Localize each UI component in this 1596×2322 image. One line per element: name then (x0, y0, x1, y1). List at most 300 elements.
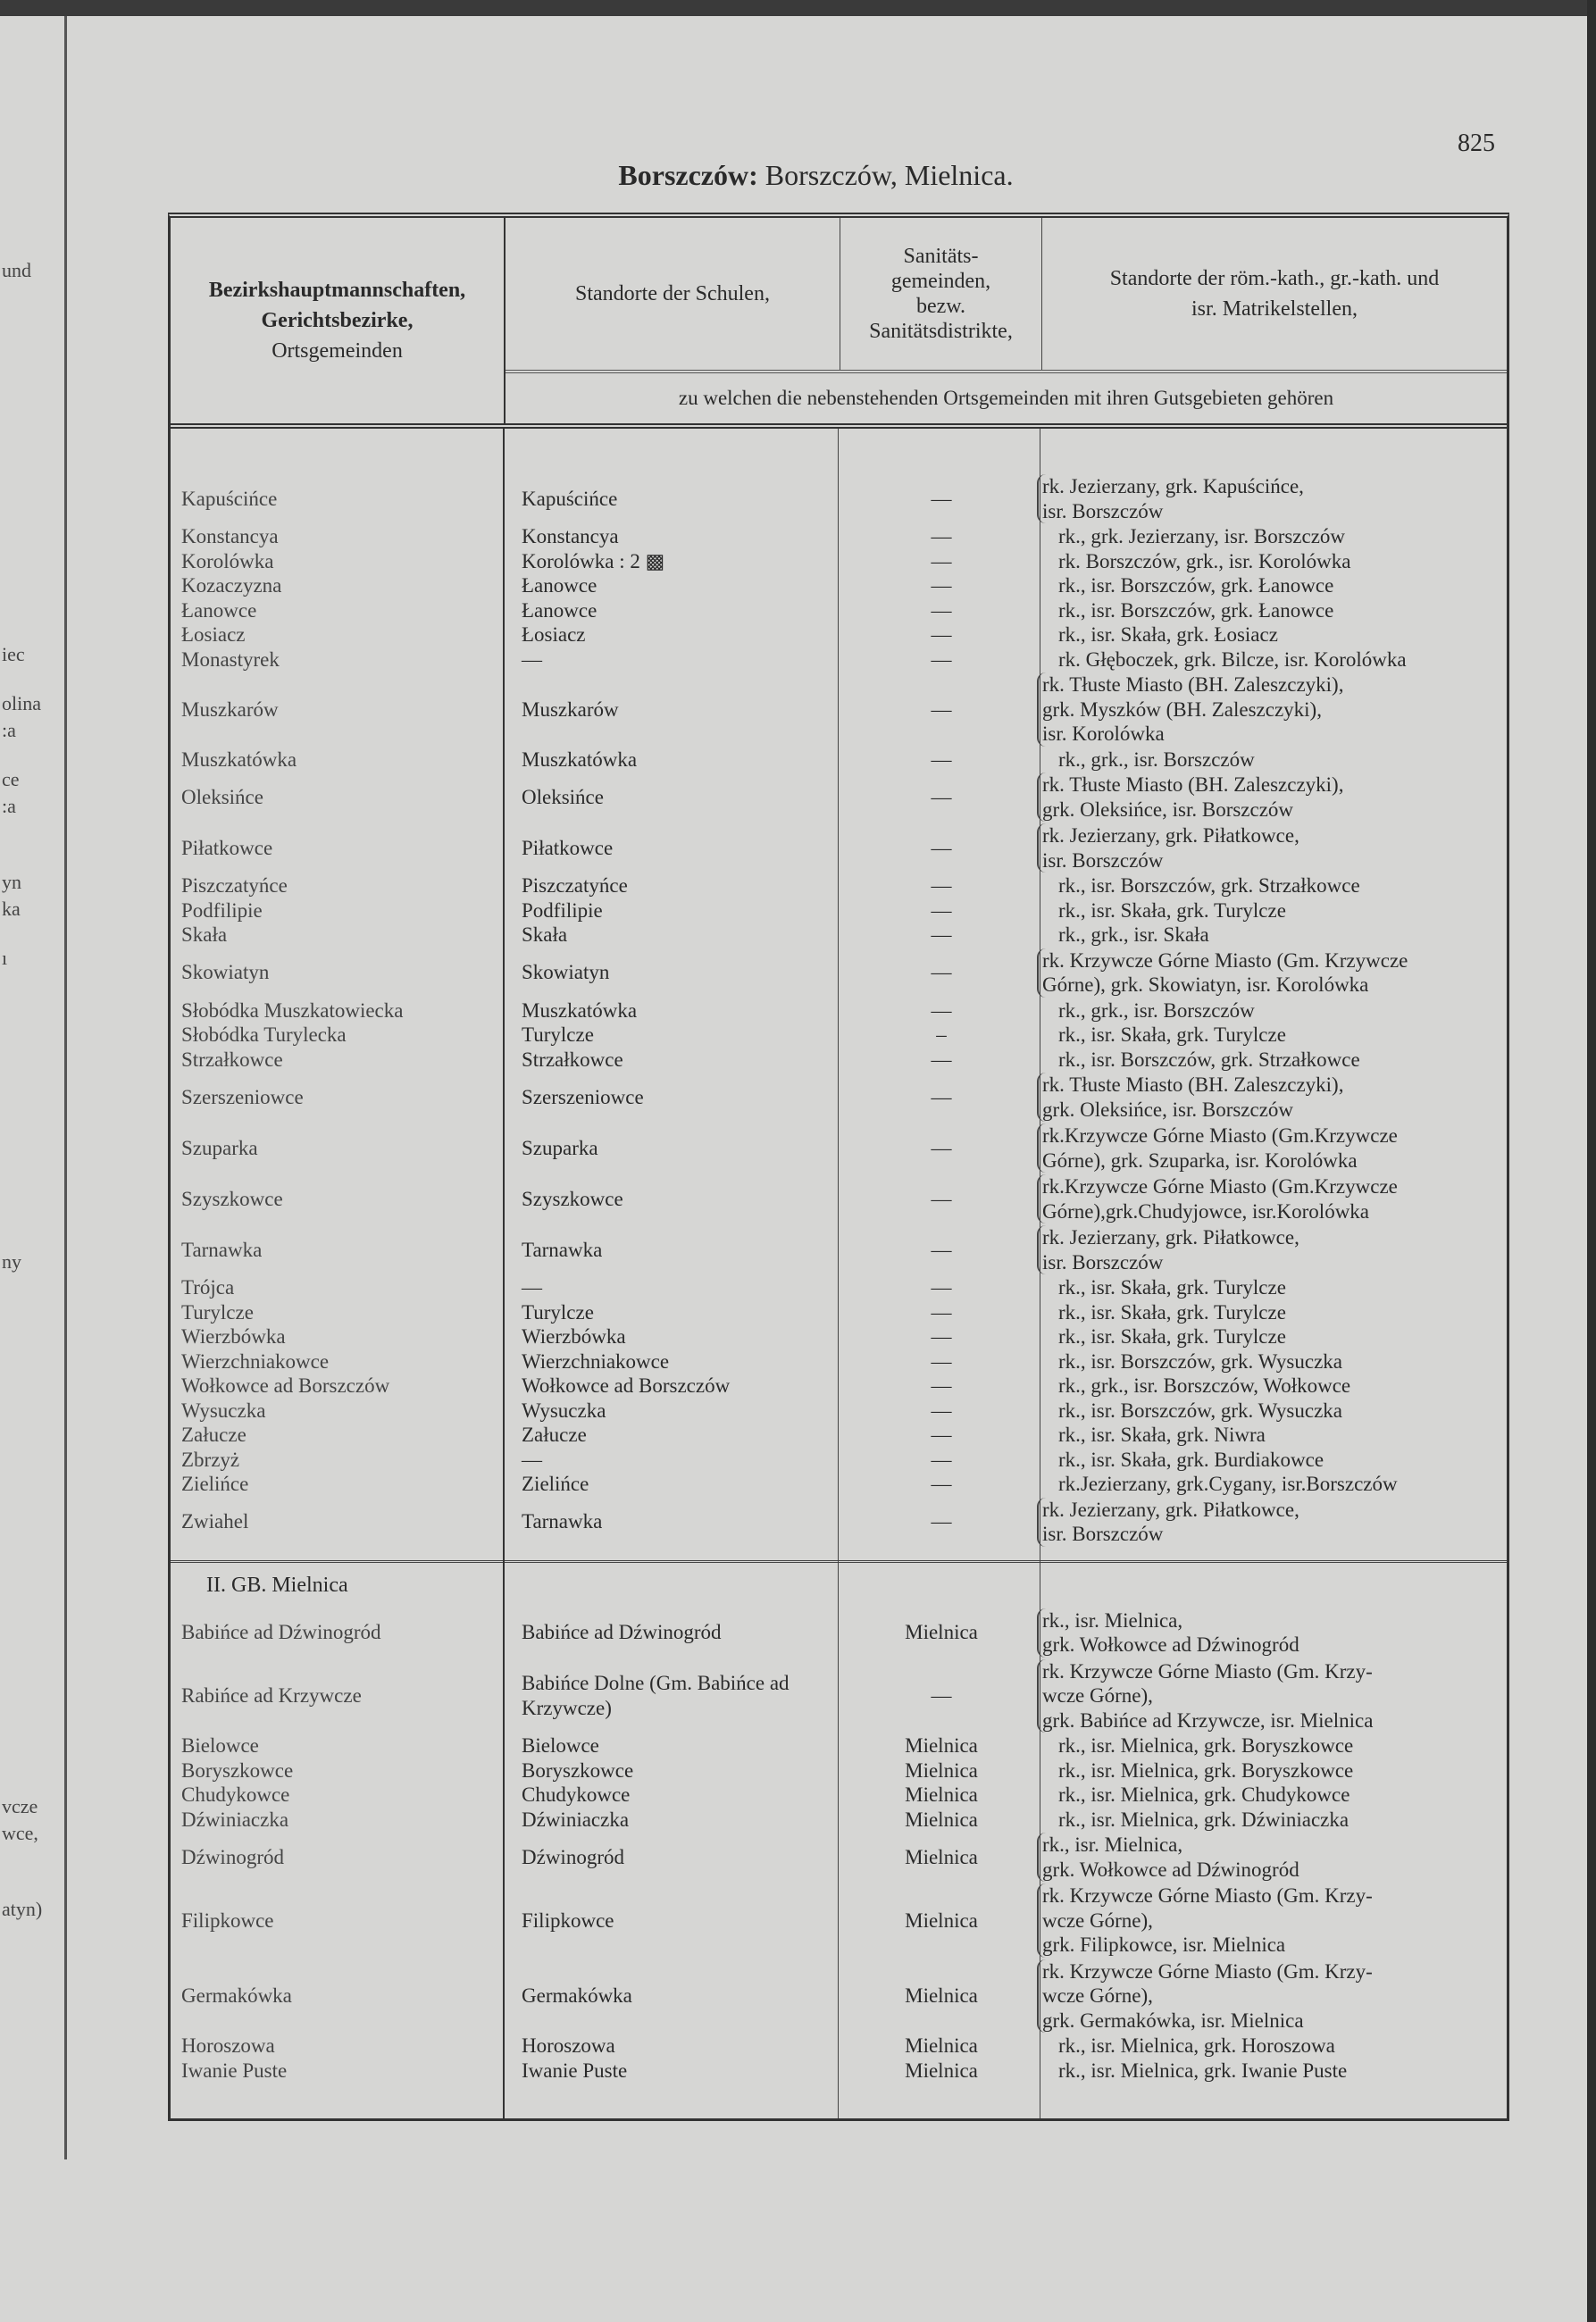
table-row (171, 823, 1507, 873)
cell-sanitaetsgemeinde: Mielnica (905, 1808, 978, 1831)
cell-ortsgemeinde: Strzałkowce (181, 1048, 283, 1071)
header-line: Bezirkshauptmannschaften, (208, 279, 466, 302)
cell-matrikelstellen (1042, 1423, 1507, 1448)
table-row (171, 1324, 1507, 1349)
table-row (171, 748, 1507, 773)
cell-schule: Konstancya (522, 525, 619, 547)
cell-schule: Tarnawka (522, 1238, 603, 1261)
cell-matrikelstellen (1042, 1733, 1507, 1758)
header-line: Sanitätsdistrikte, (869, 320, 1013, 343)
cell-matrikelstellen (1042, 549, 1507, 574)
cell-matrikelstellen (1037, 948, 1507, 998)
cell-ortsgemeinde: Trójca (181, 1276, 235, 1299)
matrikel-line: rk., grk., isr. Borszczów (1058, 998, 1255, 1022)
cell-schule: Szerszeniowce (522, 1085, 644, 1108)
table-row (171, 598, 1507, 623)
cell-matrikelstellen (1042, 1448, 1507, 1473)
cell-sanitaetsgemeinde: — (931, 487, 952, 510)
cell-sanitaetsgemeinde: — (931, 1684, 952, 1707)
table-row (171, 2034, 1507, 2059)
previous-page-fragment: ka (2, 898, 21, 920)
cell-matrikelstellen (1042, 998, 1507, 1023)
header-col-schulen: Standorte der Schulen, (506, 218, 840, 370)
cell-sanitaetsgemeinde: — (931, 1510, 952, 1533)
previous-page-fragment: :a (2, 795, 16, 817)
table-row (171, 923, 1507, 948)
cell-matrikelstellen (1042, 748, 1507, 773)
cell-schule: Korolówka : 2 ▩ (522, 549, 665, 572)
cell-ortsgemeinde: Piszczatyńce (181, 874, 288, 897)
title-district: Borszczów: (618, 159, 758, 191)
cell-matrikelstellen (1037, 474, 1507, 523)
cell-sanitaetsgemeinde: — (931, 549, 952, 572)
cell-matrikelstellen (1042, 1349, 1507, 1374)
cell-schule: Łosiacz (522, 623, 586, 646)
cell-schule: — (522, 1276, 542, 1299)
previous-page-margin (0, 16, 67, 2159)
cell-ortsgemeinde: Zielińce (181, 1473, 249, 1495)
previous-page-fragment: olina (2, 692, 41, 714)
cell-sanitaetsgemeinde: — (931, 1473, 952, 1495)
cell-schule: Wierzchniakowce (522, 1349, 670, 1373)
header-col-matrikel (1042, 218, 1507, 370)
cell-ortsgemeinde: Szerszeniowce (181, 1085, 304, 1108)
cell-ortsgemeinde: Szuparka (181, 1136, 258, 1159)
header-line: Sanitäts- (903, 245, 979, 268)
table-row (171, 1733, 1507, 1758)
cell-schule: Iwanie Puste (522, 2059, 628, 2082)
header-line: bezw. (915, 295, 966, 318)
cell-matrikelstellen (1037, 1959, 1507, 2034)
matrikel-line: rk., isr. Borszczów, grk. Wysuczka (1058, 1349, 1342, 1373)
table-row (171, 672, 1507, 748)
previous-page-fragment: atyn) (2, 1898, 43, 1920)
cell-sanitaetsgemeinde: — (931, 1238, 952, 1261)
cell-ortsgemeinde: Słobódka Muszkatowiecka (181, 998, 404, 1022)
cell-matrikelstellen (1042, 1048, 1507, 1073)
table-row (171, 1300, 1507, 1325)
scan-top-edge (0, 0, 1596, 16)
matrikel-line: rk., isr. Skała, grk. Turylcze (1058, 898, 1286, 922)
cell-sanitaetsgemeinde: Mielnica (905, 1783, 978, 1806)
matrikel-line: isr. Borszczów (1042, 1250, 1164, 1274)
table-row (171, 772, 1507, 823)
previous-page-fragment: yn (2, 871, 21, 893)
matrikel-line: rk. Jezierzany, grk. Kapuścińce, (1042, 475, 1304, 497)
matrikel-line: rk.Krzywcze Górne Miasto (Gm.Krzywcze (1042, 1175, 1398, 1198)
matrikel-line: rk., grk. Jezierzany, isr. Borszczów (1058, 525, 1346, 547)
table-row (171, 573, 1507, 598)
matrikel-line: rk., isr. Skała, grk. Turylcze (1058, 1300, 1286, 1324)
cell-sanitaetsgemeinde: — (931, 1399, 952, 1422)
table-row (171, 1399, 1507, 1424)
table-row (171, 873, 1507, 898)
matrikel-line: rk. Jezierzany, grk. Piłatkowce, (1042, 1226, 1299, 1249)
cell-sanitaetsgemeinde: — (931, 1424, 952, 1446)
cell-ortsgemeinde: Wierzbówka (181, 1325, 286, 1348)
header-line: gemeinden, (890, 270, 991, 293)
previous-page-fragment: vcze (2, 1795, 38, 1817)
cell-schule: Załucze (522, 1424, 587, 1446)
matrikel-line: rk., isr. Mielnica, grk. Iwanie Puste (1058, 2059, 1348, 2082)
cell-matrikelstellen (1037, 1608, 1507, 1658)
cell-sanitaetsgemeinde: — (931, 785, 952, 808)
cell-matrikelstellen (1042, 1300, 1507, 1325)
cell-schule: Szyszkowce (522, 1187, 623, 1210)
cell-ortsgemeinde: Turylcze (181, 1300, 254, 1324)
cell-schule: — (522, 1448, 542, 1471)
matrikel-line: wcze Górne), (1042, 1909, 1153, 1932)
cell-matrikelstellen (1042, 1758, 1507, 1783)
table-row (171, 1374, 1507, 1399)
cell-matrikelstellen (1042, 1399, 1507, 1424)
cell-sanitaetsgemeinde: Mielnica (905, 2059, 978, 2082)
table-body (171, 429, 1507, 2118)
cell-ortsgemeinde: Monastyrek (181, 647, 280, 671)
cell-matrikelstellen (1042, 923, 1507, 948)
cell-schule: Wysuczka (522, 1399, 606, 1422)
matrikel-line: rk., isr. Skała, grk. Turylcze (1058, 1023, 1286, 1046)
cell-schule: Muszkatówka (522, 998, 638, 1022)
cell-sanitaetsgemeinde: — (931, 1048, 952, 1071)
cell-sanitaetsgemeinde: — (931, 1085, 952, 1108)
table-row (171, 998, 1507, 1023)
matrikel-line: rk., isr. Borszczów, grk. Łanowce (1058, 598, 1334, 622)
matrikel-line: rk. Krzywcze Górne Miasto (Gm. Krzy- (1042, 1959, 1373, 1983)
cell-ortsgemeinde: Zwiahel (181, 1510, 249, 1533)
section-heading: II. GB. Mielnica (206, 1573, 348, 1597)
matrikel-line: Górne), grk. Szuparka, isr. Korolówka (1042, 1148, 1358, 1172)
cell-ortsgemeinde: Szyszkowce (181, 1187, 283, 1210)
cell-matrikelstellen (1042, 1023, 1507, 1048)
cell-sanitaetsgemeinde: Mielnica (905, 1909, 978, 1932)
matrikel-line: rk., grk., isr. Borszczów, Wołkowce (1058, 1374, 1351, 1397)
cell-sanitaetsgemeinde: — (931, 874, 952, 897)
table-row (171, 1808, 1507, 1833)
cell-matrikelstellen (1042, 598, 1507, 623)
cell-matrikelstellen (1037, 1659, 1507, 1733)
table-row (171, 1048, 1507, 1073)
cell-matrikelstellen (1042, 1275, 1507, 1300)
cell-sanitaetsgemeinde: Mielnica (905, 1758, 978, 1782)
matrikel-line: grk. Wołkowce ad Dźwinogród (1042, 1858, 1299, 1881)
cell-schule: Horoszowa (522, 2034, 615, 2057)
cell-sanitaetsgemeinde: — (931, 1187, 952, 1210)
cell-matrikelstellen (1042, 1324, 1507, 1349)
cell-ortsgemeinde: Germakówka (181, 1984, 292, 2007)
cell-schule: Podfilipie (522, 898, 603, 922)
cell-ortsgemeinde: Muszkatówka (181, 748, 297, 771)
cell-ortsgemeinde: Tarnawka (181, 1238, 263, 1261)
table-row (171, 1072, 1507, 1123)
cell-matrikelstellen (1037, 1498, 1507, 1547)
cell-sanitaetsgemeinde: Mielnica (905, 1734, 978, 1757)
cell-ortsgemeinde: Chudykowce (181, 1783, 290, 1806)
matrikel-line: rk., isr. Borszczów, grk. Strzałkowce (1058, 1048, 1360, 1071)
cell-schule: Boryszkowce (522, 1758, 634, 1782)
gazetteer-table (168, 213, 1509, 2121)
cell-ortsgemeinde: Wysuczka (181, 1399, 266, 1422)
cell-ortsgemeinde: Łosiacz (181, 623, 246, 646)
title-subdistricts: Borszczów, Mielnica. (757, 159, 1014, 191)
cell-ortsgemeinde: Filipkowce (181, 1909, 274, 1932)
table-row (171, 647, 1507, 672)
matrikel-line: rk.Krzywcze Górne Miasto (Gm.Krzywcze (1042, 1124, 1398, 1147)
header-col-sanitaet (840, 218, 1042, 370)
cell-sanitaetsgemeinde: Mielnica (905, 1845, 978, 1868)
header-line: isr. Matrikelstellen, (1191, 297, 1358, 321)
cell-ortsgemeinde: Wierzchniakowce (181, 1349, 330, 1373)
cell-ortsgemeinde: Skała (181, 923, 228, 946)
cell-sanitaetsgemeinde: — (931, 1374, 952, 1397)
table-row (171, 1497, 1507, 1548)
table-row (171, 549, 1507, 574)
matrikel-line: grk. Filipkowce, isr. Mielnica (1042, 1934, 1286, 1956)
cell-matrikelstellen (1037, 1225, 1507, 1274)
table-row (171, 1883, 1507, 1959)
table-row (171, 1174, 1507, 1224)
cell-matrikelstellen (1037, 773, 1507, 822)
matrikel-line: rk. Krzywcze Górne Miasto (Gm. Krzy- (1042, 1659, 1373, 1683)
table-row (171, 524, 1507, 549)
cell-matrikelstellen (1042, 647, 1507, 672)
matrikel-line: rk., isr. Mielnica, grk. Chudykowce (1058, 1783, 1350, 1806)
table-row (171, 948, 1507, 998)
cell-matrikelstellen (1042, 573, 1507, 598)
cell-schule: Dźwinogród (522, 1845, 624, 1868)
cell-sanitaetsgemeinde: — (931, 574, 952, 597)
matrikel-line: grk. Wołkowce ad Dźwinogród (1042, 1633, 1299, 1656)
cell-ortsgemeinde: Babińce ad Dźwinogród (181, 1621, 381, 1644)
cell-schule: Germakówka (522, 1984, 632, 2007)
cell-schule: Strzałkowce (522, 1048, 623, 1071)
cell-schule: Filipkowce (522, 1909, 614, 1932)
cell-schule: Oleksińce (522, 785, 604, 808)
cell-ortsgemeinde: Kapuścińce (181, 487, 278, 510)
cell-sanitaetsgemeinde: — (931, 898, 952, 922)
cell-sanitaetsgemeinde: — (931, 923, 952, 946)
previous-page-fragment: iec (2, 643, 25, 665)
cell-sanitaetsgemeinde: — (931, 1448, 952, 1471)
header-col-ortsgemeinden (171, 218, 506, 423)
table-row (171, 1608, 1507, 1658)
cell-matrikelstellen (1042, 873, 1507, 898)
cell-matrikelstellen (1042, 622, 1507, 647)
cell-ortsgemeinde: Konstancya (181, 525, 279, 547)
matrikel-line: rk., isr. Mielnica, grk. Boryszkowce (1058, 1758, 1354, 1782)
cell-sanitaetsgemeinde: Mielnica (905, 1984, 978, 2007)
matrikel-line: grk. Oleksińce, isr. Borszczów (1042, 798, 1294, 821)
cell-sanitaetsgemeinde: — (931, 998, 952, 1022)
cell-sanitaetsgemeinde: – (936, 1023, 947, 1046)
matrikel-line: isr. Korolówka (1042, 722, 1165, 745)
previous-page-fragment: ny (2, 1250, 21, 1273)
cell-matrikelstellen (1042, 524, 1507, 549)
cell-schule: Dźwiniaczka (522, 1808, 630, 1831)
cell-matrikelstellen (1037, 823, 1507, 873)
cell-sanitaetsgemeinde: — (931, 598, 952, 622)
table-row (171, 1349, 1507, 1374)
matrikel-line: rk., isr. Borszczów, grk. Łanowce (1058, 574, 1334, 597)
cell-sanitaetsgemeinde: — (931, 525, 952, 547)
table-row (171, 1758, 1507, 1783)
cell-schule: Piszczatyńce (522, 874, 628, 897)
cell-matrikelstellen (1042, 1783, 1507, 1808)
matrikel-line: isr. Borszczów (1042, 848, 1164, 872)
matrikel-line: rk., isr. Mielnica, grk. Boryszkowce (1058, 1734, 1354, 1757)
cell-ortsgemeinde: Piłatkowce (181, 836, 273, 859)
cell-schule: Kapuścińce (522, 487, 618, 510)
matrikel-line: rk., isr. Skała, grk. Turylcze (1058, 1325, 1286, 1348)
table-row (171, 1783, 1507, 1808)
cell-sanitaetsgemeinde: — (931, 1349, 952, 1373)
cell-schule: Skowiatyn (522, 961, 610, 984)
table-row (171, 622, 1507, 647)
header-line: Ortsgemeinden (272, 339, 403, 363)
cell-ortsgemeinde: Załucze (181, 1424, 247, 1446)
cell-ortsgemeinde: Horoszowa (181, 2034, 275, 2057)
cell-schule: Babińce Dolne (Gm. Babińce ad Krzywcze) (522, 1672, 790, 1719)
table-row (171, 2059, 1507, 2084)
page-title (0, 159, 1596, 192)
matrikel-line: wcze Górne), (1042, 1684, 1153, 1707)
cell-matrikelstellen (1037, 1073, 1507, 1122)
cell-schule: Babińce ad Dźwinogród (522, 1621, 722, 1644)
cell-matrikelstellen (1042, 1472, 1507, 1497)
matrikel-line: rk. Tłuste Miasto (BH. Zaleszczyki), (1042, 673, 1344, 696)
cell-matrikelstellen (1042, 898, 1507, 923)
page-number: 825 (1458, 129, 1495, 157)
cell-schule: Piłatkowce (522, 836, 614, 859)
matrikel-line: rk. Tłuste Miasto (BH. Zaleszczyki), (1042, 773, 1344, 796)
previous-page-fragment: ı (2, 947, 8, 969)
header-subheader: zu welchen die nebenstehenden Ortsgemeinden mit ihren Gutsgebieten gehören (678, 387, 1334, 409)
matrikel-line: rk., isr. Mielnica, (1042, 1833, 1183, 1856)
cell-sanitaetsgemeinde: — (931, 1276, 952, 1299)
table-row (171, 1123, 1507, 1174)
cell-sanitaetsgemeinde: — (931, 697, 952, 721)
cell-matrikelstellen (1037, 672, 1507, 747)
cell-ortsgemeinde: Bielowce (181, 1734, 259, 1757)
cell-schule: — (522, 647, 542, 671)
cell-ortsgemeinde: Oleksińce (181, 785, 263, 808)
cell-sanitaetsgemeinde: — (931, 748, 952, 771)
previous-page-fragment: :a (2, 719, 16, 741)
matrikel-line: rk., isr. Skała, grk. Łosiacz (1058, 623, 1278, 646)
cell-sanitaetsgemeinde: — (931, 1136, 952, 1159)
matrikel-line: rk., isr. Mielnica, (1042, 1608, 1183, 1632)
previous-page-fragment: ce (2, 768, 20, 790)
header-line: Standorte der röm.-kath., gr.-kath. und (1109, 267, 1440, 290)
cell-ortsgemeinde: Skowiatyn (181, 961, 270, 984)
matrikel-line: rk., isr. Mielnica, grk. Horoszowa (1058, 2034, 1335, 2057)
matrikel-line: rk., isr. Skała, grk. Turylcze (1058, 1276, 1286, 1299)
cell-schule: Muszkatówka (522, 748, 638, 771)
cell-ortsgemeinde: Łanowce (181, 598, 257, 622)
previous-page-fragment: und (2, 259, 31, 281)
cell-ortsgemeinde: Wołkowce ad Borszczów (181, 1374, 390, 1397)
matrikel-line: rk., isr. Skała, grk. Burdiakowce (1058, 1448, 1324, 1471)
cell-ortsgemeinde: Boryszkowce (181, 1758, 294, 1782)
matrikel-line: rk., grk., isr. Borszczów (1058, 748, 1255, 771)
matrikel-line: rk., isr. Mielnica, grk. Dźwiniaczka (1058, 1808, 1349, 1831)
cell-schule: Bielowce (522, 1734, 599, 1757)
matrikel-line: rk. Borszczów, grk., isr. Korolówka (1058, 549, 1351, 572)
table-header (171, 218, 1507, 429)
table-row (171, 1423, 1507, 1448)
matrikel-line: rk., isr. Skała, grk. Niwra (1058, 1424, 1266, 1446)
cell-schule: Łanowce (522, 598, 597, 622)
table-row (171, 1959, 1507, 2034)
cell-sanitaetsgemeinde: — (931, 1300, 952, 1324)
matrikel-line: wcze Górne), (1042, 1984, 1153, 2007)
matrikel-line: grk. Germakówka, isr. Mielnica (1042, 2009, 1304, 2032)
cell-ortsgemeinde: Dźwinogród (181, 1845, 284, 1868)
matrikel-line: Górne),grk.Chudyjowce, isr.Korolówka (1042, 1199, 1370, 1223)
cell-sanitaetsgemeinde: — (931, 623, 952, 646)
matrikel-line: rk. Głęboczek, grk. Bilcze, isr. Korolówka (1058, 647, 1407, 671)
cell-schule: Turylcze (522, 1300, 594, 1324)
scan-right-edge (1587, 0, 1596, 2322)
matrikel-line: grk. Oleksińce, isr. Borszczów (1042, 1098, 1294, 1121)
cell-schule: Skała (522, 923, 568, 946)
matrikel-line: rk. Krzywcze Górne Miasto (Gm. Krzy- (1042, 1884, 1373, 1907)
cell-ortsgemeinde: Podfilipie (181, 898, 263, 922)
matrikel-line: isr. Borszczów (1042, 1523, 1164, 1545)
cell-matrikelstellen (1042, 2034, 1507, 2059)
cell-ortsgemeinde: Iwanie Puste (181, 2059, 288, 2082)
matrikel-line: rk. Jezierzany, grk. Piłatkowce, (1042, 824, 1299, 847)
cell-matrikelstellen (1042, 2059, 1507, 2084)
cell-schule: Wierzbówka (522, 1325, 626, 1348)
cell-ortsgemeinde: Rabińce ad Krzywcze (181, 1684, 362, 1707)
matrikel-line: isr. Borszczów (1042, 499, 1164, 522)
table-row (171, 898, 1507, 923)
table-row (171, 1472, 1507, 1497)
cell-schule: Szuparka (522, 1136, 598, 1159)
cell-schule: Tarnawka (522, 1510, 603, 1533)
cell-matrikelstellen (1037, 1883, 1507, 1958)
cell-ortsgemeinde: Dźwiniaczka (181, 1808, 289, 1831)
cell-sanitaetsgemeinde: Mielnica (905, 1621, 978, 1644)
cell-sanitaetsgemeinde: — (931, 1325, 952, 1348)
table-row (171, 1023, 1507, 1048)
matrikel-line: rk., isr. Borszczów, grk. Wysuczka (1058, 1399, 1342, 1422)
matrikel-line: rk., isr. Borszczów, grk. Strzałkowce (1058, 874, 1360, 897)
cell-ortsgemeinde: Słobódka Turylecka (181, 1023, 347, 1046)
matrikel-line: rk.Jezierzany, grk.Cygany, isr.Borszczów (1058, 1473, 1398, 1495)
table-row (171, 473, 1507, 524)
cell-matrikelstellen (1042, 1374, 1507, 1399)
table-row (171, 1224, 1507, 1275)
matrikel-line: rk. Krzywcze Górne Miasto (Gm. Krzywcze (1042, 948, 1408, 972)
matrikel-line: rk. Tłuste Miasto (BH. Zaleszczyki), (1042, 1073, 1344, 1096)
cell-schule: Zielińce (522, 1473, 589, 1495)
cell-matrikelstellen (1042, 1808, 1507, 1833)
cell-ortsgemeinde: Muszkarów (181, 697, 279, 721)
matrikel-line: rk. Jezierzany, grk. Piłatkowce, (1042, 1498, 1299, 1521)
cell-sanitaetsgemeinde: Mielnica (905, 2034, 978, 2057)
cell-matrikelstellen (1037, 1174, 1507, 1224)
cell-sanitaetsgemeinde: — (931, 961, 952, 984)
cell-ortsgemeinde: Korolówka (181, 549, 274, 572)
table-row (171, 1448, 1507, 1473)
cell-matrikelstellen (1037, 1123, 1507, 1173)
table-row (171, 1658, 1507, 1734)
cell-matrikelstellen (1037, 1833, 1507, 1882)
previous-page-fragment: wce, (2, 1822, 38, 1844)
table-row (171, 1832, 1507, 1883)
